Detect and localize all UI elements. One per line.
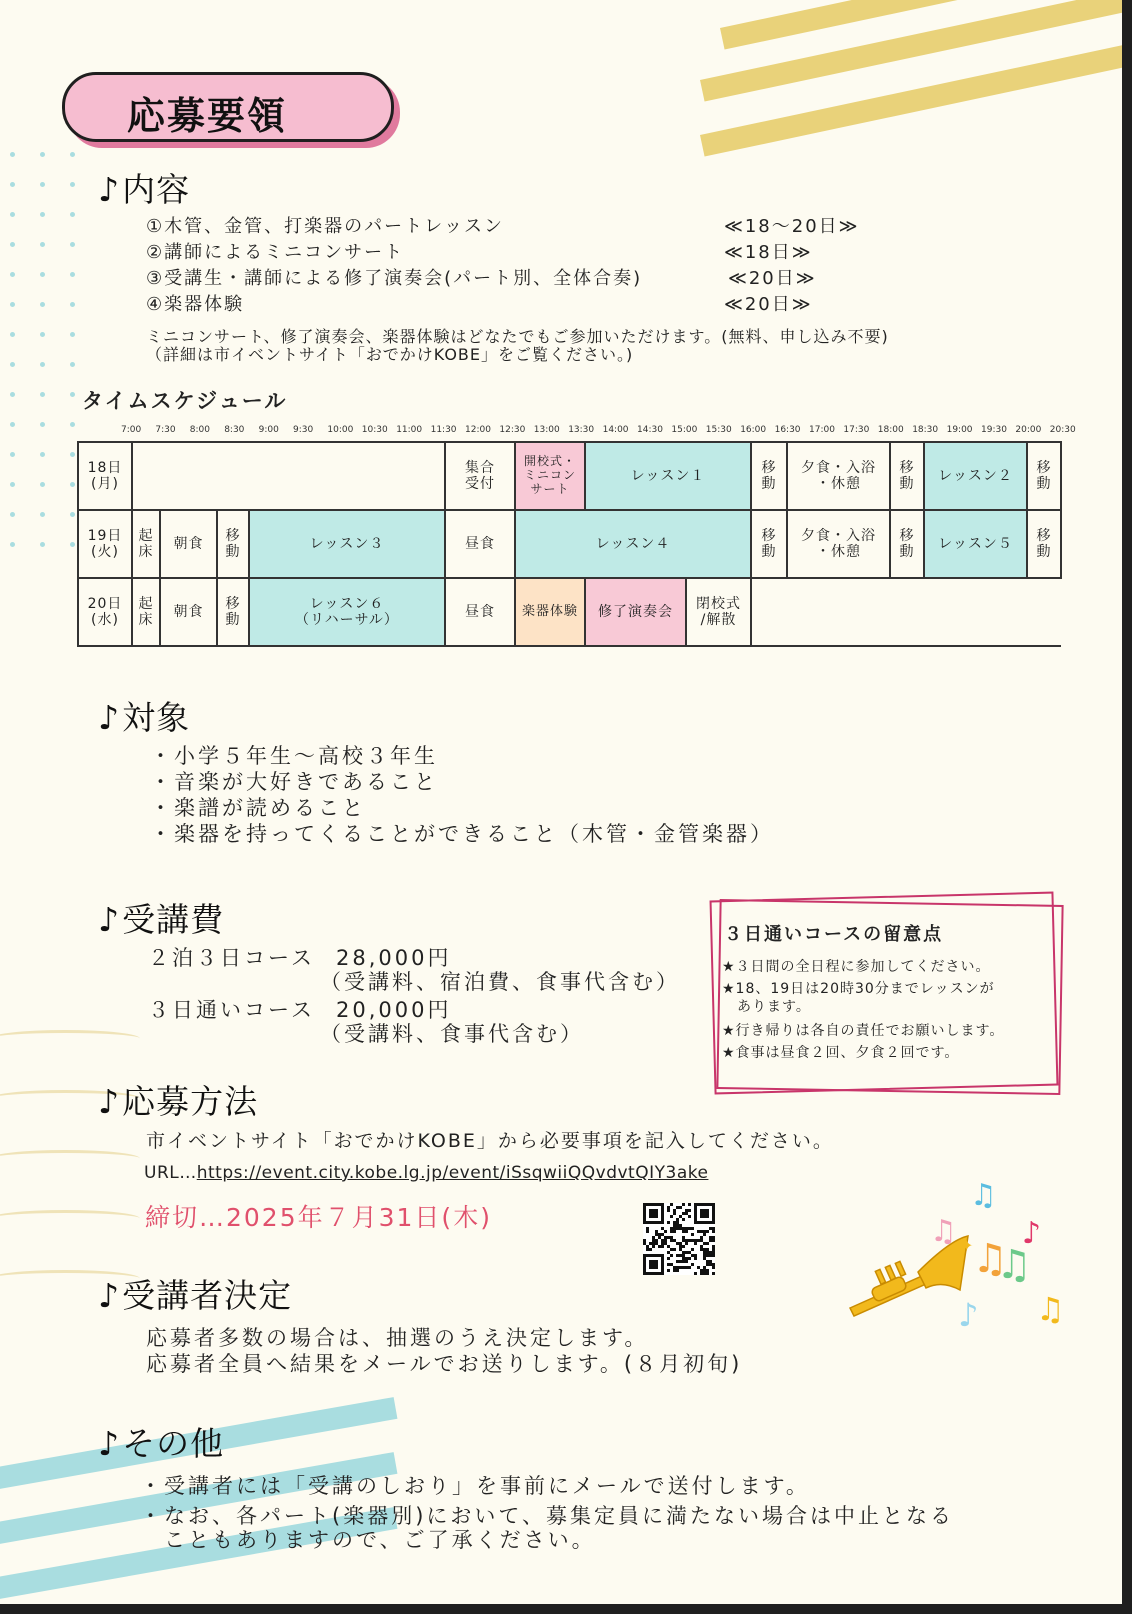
notice-item: あります。 [722,999,811,1015]
time-label: 15:00 [671,425,698,435]
dot [70,512,75,517]
schedule-table [77,441,1062,647]
music-note-icon: ♫ [930,1214,957,1249]
table-row [78,510,1061,578]
schedule-cell: 閉校式 /解散 [686,578,751,646]
time-label: 14:00 [602,425,629,435]
dot [40,332,45,337]
move-cell: 移 動 [1027,442,1061,510]
time-label: 10:30 [361,425,388,435]
content-item-1: ①木管、金管、打楽器のパートレッスン [146,216,504,237]
time-label: 7:00 [121,425,142,435]
time-label: 11:30 [430,425,457,435]
schedule-cell: 昼食 [445,578,515,646]
schedule-cell: 楽器体験 [515,578,585,646]
schedule-cell: 起 床 [132,578,160,646]
content-item-3-days: ≪20日≫ [728,268,817,289]
lesson-cell: レッスン４ [515,510,751,578]
target-item: ・小学５年生〜高校３年生 [150,744,438,768]
dot [10,152,15,157]
dot [70,392,75,397]
target-item: ・楽器を持ってくることができること（木管・金管楽器） [150,822,774,846]
dot [10,452,15,457]
dot [70,482,75,487]
fee-price-2: 20,000円 [336,998,452,1022]
move-cell: 移 動 [751,442,787,510]
dot [40,422,45,427]
fee-price-1: 28,000円 [336,946,452,970]
music-note-icon: ♫ [972,1236,1008,1282]
day-cell: 19日 (火) [78,510,132,578]
dot [40,242,45,247]
content-item-4: ④楽器体験 [146,294,245,315]
time-label: 12:00 [465,425,491,435]
dot [10,362,15,367]
notice-item: ★18、19日は20時30分までレッスンが [722,981,995,997]
section-heading-fee: ♪受講費 [98,900,225,939]
dot [70,152,75,157]
dot [10,392,15,397]
content-item-3: ③受講生・講師による修了演奏会(パート別、全体合奏) [146,268,643,289]
time-label: 10:00 [327,425,354,435]
schedule-cell: 集合 受付 [445,442,515,510]
day-cell: 20日 (水) [78,578,132,646]
fee-course-1: ２泊３日コース [148,946,315,970]
dot [40,392,45,397]
wave-decoration [0,1210,140,1227]
section-heading-other: ♪その他 [98,1424,225,1463]
dot [70,242,75,247]
qr-code-icon [643,1203,715,1275]
music-note-icon: ♪ [98,1276,121,1315]
schedule-cell: 夕食・入浴 ・休憩 [787,442,890,510]
music-note-icon: ♪ [98,1082,121,1121]
content-item-2: ②講師によるミニコンサート [146,242,405,263]
section-heading-target: ♪対象 [98,698,191,737]
stripe-decoration [700,44,1132,157]
day-cell: 18日 (月) [78,442,132,510]
content-item-1-days: ≪18〜20日≫ [724,216,860,237]
time-label: 12:30 [499,425,526,435]
fee-course-2: ３日通いコース [148,998,315,1022]
lesson-cell: レッスン１ [585,442,751,510]
music-note-icon: ♪ [958,1296,979,1334]
dot [70,422,75,427]
move-cell: 移 動 [890,510,924,578]
dot [40,482,45,487]
section-heading-decision: ♪受講者決定 [98,1276,293,1315]
decision-line-1: 応募者多数の場合は、抽選のうえ決定します。 [146,1326,649,1350]
apply-text: 市イベントサイト「おでかけKOBE」から必要事項を記入してください。 [146,1130,834,1152]
dot [10,332,15,337]
music-note-icon: ♪ [1022,1216,1042,1251]
time-label: 8:30 [224,425,245,435]
dot [10,482,15,487]
dot [10,272,15,277]
title-badge [62,72,394,142]
dot [70,542,75,547]
dot [10,542,15,547]
dot [40,302,45,307]
time-label: 18:30 [912,425,939,435]
dot [70,362,75,367]
deadline: 締切…2025年７月31日(木) [145,1203,492,1232]
table-row [78,578,1061,646]
stripe-decoration [700,0,1132,102]
empty-cell [751,578,1061,646]
content-note: ミニコンサート、修了演奏会、楽器体験はどなたでもご参加いただけます。(無料、申し込み不要) [146,327,889,346]
dot [10,242,15,247]
move-cell: 移 動 [751,510,787,578]
section-heading-apply: ♪応募方法 [98,1082,259,1121]
time-label: 13:30 [568,425,595,435]
other-line-1: ・受講者には「受講のしおり」を事前にメールで送付します。 [140,1474,810,1498]
target-item: ・楽譜が読めること [150,796,366,820]
music-note-icon: ♪ [98,698,121,737]
dot [40,452,45,457]
move-cell: 移 動 [1027,510,1061,578]
notice-item: ★行き帰りは各自の責任でお願いします。 [722,1023,1005,1039]
lesson-cell: レッスン３ [249,510,445,578]
dot [40,152,45,157]
wave-decoration [0,1150,140,1167]
section-heading-content: ♪内容 [98,170,191,209]
other-line-3: こともありますので、ご了承ください。 [140,1528,596,1552]
decision-line-2: 応募者全員へ結果をメールでお送りします。(８月初旬) [146,1352,743,1376]
time-label: 9:00 [258,425,279,435]
time-label: 9:30 [293,425,314,435]
notice-title: ３日通いコースの留意点 [724,924,944,945]
notice-item: ★３日間の全日程に参加してください。 [722,959,991,975]
dot [70,302,75,307]
other-line-2: ・なお、各パート(楽器別)において、募集定員に満たない場合は中止となる [140,1504,954,1528]
schedule-cell: 起 床 [132,510,160,578]
empty-cell [132,442,445,510]
time-label: 20:00 [1015,425,1042,435]
music-note-icon: ♫ [1036,1290,1065,1328]
wave-decoration [0,1030,140,1047]
dot [10,182,15,187]
time-label: 18:00 [877,425,904,435]
lesson-cell: レッスン２ [924,442,1027,510]
time-label: 16:30 [774,425,801,435]
dot [70,182,75,187]
music-note-icon: ♫ [996,1242,1032,1288]
content-item-4-days: ≪20日≫ [724,294,813,315]
music-note-icon: ♫ [970,1178,997,1213]
music-note-icon: ♪ [98,170,121,209]
move-cell: 移 動 [890,442,924,510]
time-label: 17:30 [843,425,870,435]
time-label: 13:00 [533,425,560,435]
page-title: 応募要領 [127,94,288,138]
move-cell: 移 動 [217,578,249,646]
table-row [78,442,1061,510]
dot [40,542,45,547]
fee-detail-1: （受講料、宿泊費、食事代含む） [320,970,680,994]
time-label: 8:00 [189,425,211,435]
schedule-cell: 昼食 [445,510,515,578]
dot [10,422,15,427]
dot [70,452,75,457]
time-label: 7:30 [155,425,176,435]
dot [70,272,75,277]
time-label: 19:00 [946,425,973,435]
dot [70,212,75,217]
dot [10,302,15,307]
time-label: 17:00 [809,425,835,435]
time-label: 15:30 [705,425,732,435]
dot [10,212,15,217]
dot [40,512,45,517]
schedule-title: タイムスケジュール [82,389,288,413]
dot [40,212,45,217]
target-item: ・音楽が大好きであること [150,770,438,794]
event-url-link[interactable]: https://event.city.kobe.lg.jp/event/iSsqwiiQQvdvtQIY3ake [196,1163,709,1183]
schedule-cell: 開校式・ ミニコン サート [515,442,585,510]
time-label: 16:00 [740,425,767,435]
notice-box [712,896,1065,1092]
music-note-icon: ♪ [98,900,121,939]
lesson-cell: レッスン６ （リハーサル） [249,578,445,646]
url-label: URL… [144,1163,197,1183]
time-label: 20:30 [1049,425,1076,435]
lesson-cell: レッスン５ [924,510,1027,578]
move-cell: 移 動 [217,510,249,578]
apply-url-line [144,1163,708,1183]
time-label: 19:30 [981,425,1007,435]
dot [40,182,45,187]
qr-code[interactable] [643,1203,715,1275]
fee-detail-2: （受講料、食事代含む） [320,1022,584,1046]
time-label: 14:30 [637,425,663,435]
time-label: 11:00 [396,425,423,435]
music-note-icon: ♪ [98,1424,121,1463]
schedule-cell: 夕食・入浴 ・休憩 [787,510,890,578]
schedule-cell: 修了演奏会 [585,578,686,646]
dot [40,272,45,277]
dot [40,362,45,367]
sparkle-icon: ✦ [960,1236,974,1255]
content-item-2-days: ≪18日≫ [724,242,813,263]
schedule-cell: 朝食 [160,510,217,578]
content-note-detail: （詳細は市イベントサイト「おでかけKOBE」をご覧ください。) [146,345,634,364]
schedule-cell: 朝食 [160,578,217,646]
dot [10,512,15,517]
dot [70,332,75,337]
notice-item: ★食事は昼食２回、夕食２回です。 [722,1045,960,1061]
